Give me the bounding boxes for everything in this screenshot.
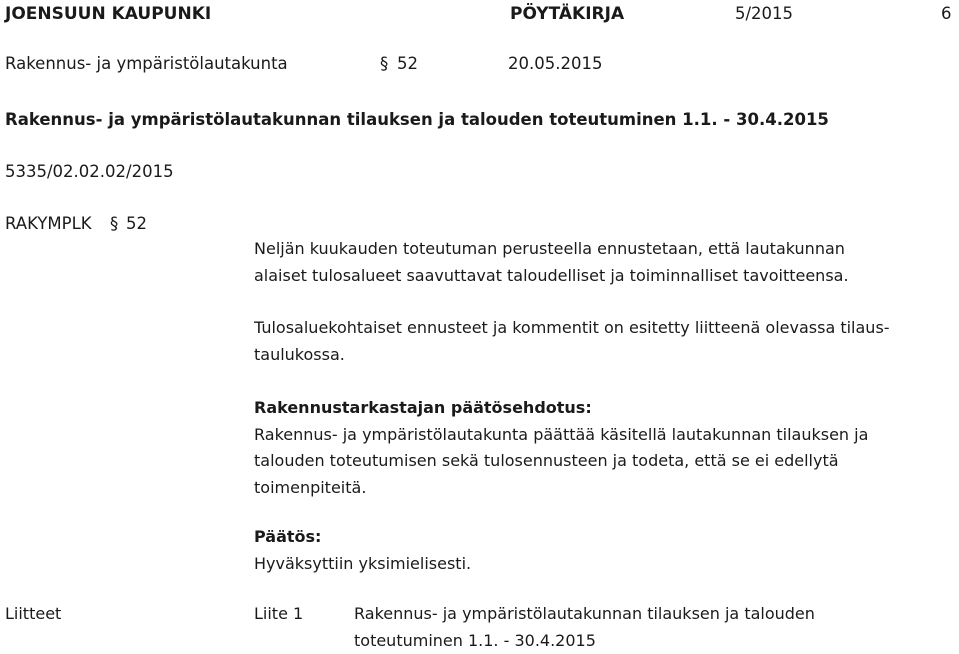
reference-section-number: 52: [126, 214, 147, 233]
proposal-line: Rakennus- ja ympäristölautakunta päättää käsitellä lautakunnan tilauksen ja: [254, 422, 934, 449]
paragraph-attachment-note: [254, 315, 934, 368]
attachment-title-line: Rakennus- ja ympäristölautakunnan tilauksen ja talouden: [354, 601, 815, 628]
document-type: PÖYTÄKIRJA: [510, 4, 624, 24]
paragraph-forecast: [254, 236, 934, 289]
decision-block: [254, 524, 934, 577]
attachment-item-label: Liite 1: [254, 601, 303, 628]
reference-section-sign: §: [110, 214, 118, 233]
attachments-label: Liitteet: [5, 601, 61, 628]
record-number: 5335/02.02.02/2015: [5, 162, 174, 181]
paragraph-line: taulukossa.: [254, 342, 934, 369]
decision-text: Hyväksyttiin yksimielisesti.: [254, 551, 934, 578]
proposal-block: [254, 395, 934, 501]
attachment-title-line: toteutuminen 1.1. - 30.4.2015: [354, 628, 815, 654]
page-number: 6: [941, 4, 952, 23]
city-name: JOENSUUN KAUPUNKI: [5, 4, 211, 24]
paragraph-line: Tulosaluekohtaiset ennusteet ja kommentit on esitetty liitteenä olevassa tilaus-: [254, 315, 934, 342]
meeting-date: 20.05.2015: [508, 54, 602, 73]
proposal-line: toimenpiteitä.: [254, 475, 934, 502]
attachment-item-title: [354, 601, 815, 654]
section-number: 52: [397, 54, 418, 73]
section-sign: §: [380, 54, 388, 73]
reference-label: RAKYMPLK: [5, 214, 92, 233]
paragraph-line: Neljän kuukauden toteutuman perusteella ennustetaan, että lautakunnan: [254, 236, 934, 263]
matter-title: Rakennus- ja ympäristölautakunnan tilauksen ja talouden toteutuminen 1.1. - 30.4.2015: [5, 110, 829, 129]
proposal-line: talouden toteutumisen sekä tulosennusteen ja todeta, että se ei edellytä: [254, 448, 934, 475]
meeting-number: 5/2015: [735, 4, 793, 23]
proposal-heading: Rakennustarkastajan päätösehdotus:: [254, 395, 934, 422]
board-name: Rakennus- ja ympäristölautakunta: [5, 54, 288, 73]
paragraph-line: alaiset tulosalueet saavuttavat taloudelliset ja toiminnalliset tavoitteensa.: [254, 263, 934, 290]
decision-heading: Päätös:: [254, 524, 934, 551]
